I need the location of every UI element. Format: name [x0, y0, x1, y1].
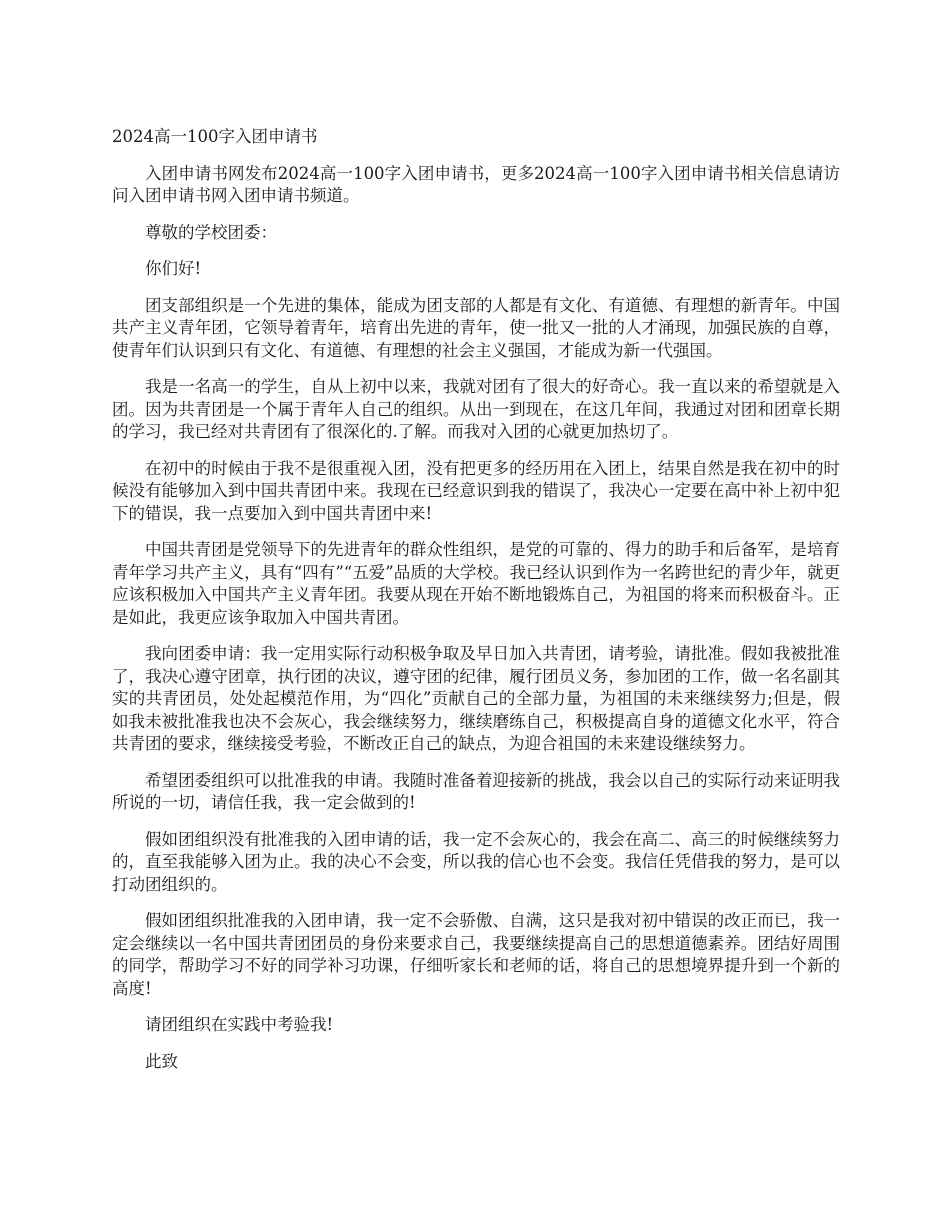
paragraph-body: 我是一名高一的学生，自从上初中以来，我就对团有了很大的好奇心。我一直以来的希望就是入团。因为共青团是一个属于青年人自己的组织。从出一到现在，在这几年间，我通过对团和团章长期的学习，我已经对共青团有了很深化的.了解。而我对入团的心就更加热切了。 [112, 377, 840, 441]
paragraph-body: 团支部组织是一个先进的集体，能成为团支部的人都是有文化、有道德、有理想的新青年。中国共产主义青年团，它领导着青年，培育出先进的青年，使一批又一批的人才涌现，加强民族的自尊，使青年们认识到只有文化、有道德、有理想的社会主义强国，才能成为新一代强国。 [112, 295, 840, 360]
paragraph-intro: 入团申请书网发布2024高一100字入团申请书，更多2024高一100字入团申请书相关信息请访问入团申请书网入团申请书频道。 [112, 163, 840, 205]
paragraph-body: 假如团组织没有批准我的入团申请的话，我一定不会灰心的，我会在高二、高三的时候继续努力的，直至我能够入团为止。我的决心不会变，所以我的信心也不会变。我信任凭借我的努力，是可以打动团组织的。 [112, 829, 840, 894]
paragraph-salutation: 尊敬的学校团委： [145, 222, 277, 242]
paragraph-body: 我向团委申请：我一定用实际行动积极争取及早日加入共青团，请考验，请批准。假如我被批准了，我决心遵守团章，执行团的决议，遵守团的纪律，履行团员义务，参加团的工作，做一名名副其实的共青团员，处处起模范作用，为“四化”贡献自己的全部力量，为祖国的未来继续努力;但是，假如我未被批准我也决不会灰心，我会继续努力，继续磨练自己，积极提高自身的道德文化水平，符合共青团的要求，继续接受考验，不断改正自己的缺点，为迎合祖国的未来建设继续努力。 [112, 644, 840, 753]
paragraph-closing: 此致 [145, 1051, 178, 1071]
document-body [112, 126, 840, 1087]
paragraph-body: 假如团组织批准我的入团申请，我一定不会骄傲、自满，这只是我对初中错误的改正而已，我一定会继续以一名中国共青团团员的身份来要求自己，我要继续提高自己的思想道德素养。团结好周围的同学，帮助学习不好的同学补习功课，仔细听家长和老师的话，将自己的思想境界提升到一个新的高度! [112, 911, 840, 998]
paragraph-closing-request: 请团组织在实践中考验我! [145, 1015, 334, 1034]
paragraph-body: 希望团委组织可以批准我的申请。我随时准备着迎接新的挑战，我会以自己的实际行动来证明我所说的一切，请信任我，我一定会做到的! [112, 770, 840, 812]
paragraph-body: 在初中的时候由于我不是很重视入团，没有把更多的经历用在入团上，结果自然是我在初中的时候没有能够加入到中国共青团中来。我现在已经意识到我的错误了，我决心一定要在高中补上初中犯下的错误，我一点要加入到中国共青团中来! [112, 458, 840, 523]
paragraph-body: 中国共青团是党领导下的先进青年的群众性组织，是党的可靠的、得力的助手和后备军，是培育青年学习共产主义，具有“四有”“五爱”品质的大学校。我已经认识到作为一名跨世纪的青少年，就更应该积极加入中国共产主义青年团。我要从现在开始不断地锻炼自己，为祖国的将来而积极奋斗。正是如此，我更应该争取加入中国共青团。 [112, 540, 840, 627]
paragraph-greeting: 你们好! [145, 259, 202, 278]
document-title: 2024高一100字入团申请书 [112, 127, 318, 146]
